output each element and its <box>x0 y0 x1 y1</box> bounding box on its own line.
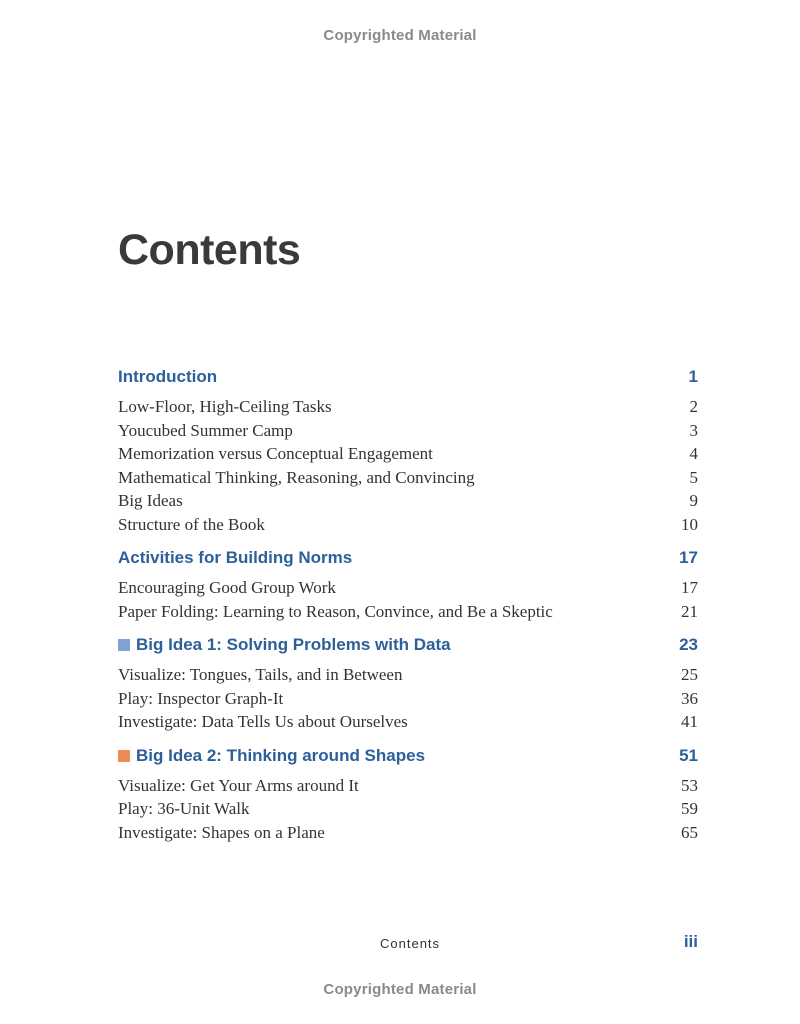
entry-page-number: 5 <box>689 467 698 487</box>
section-spacer <box>118 623 698 634</box>
toc-entry[interactable] <box>118 576 698 600</box>
entry-title: Low-Floor, High-Ceiling Tasks <box>118 397 332 416</box>
entry-page-number: 3 <box>689 420 698 440</box>
section-title: Big Idea 1: Solving Problems with Data <box>136 635 451 654</box>
square-marker-icon <box>118 750 130 762</box>
square-marker-icon <box>118 639 130 651</box>
entry-page-number: 21 <box>681 601 698 621</box>
entry-page-number: 17 <box>681 578 698 597</box>
entry-page-number: 41 <box>681 712 698 731</box>
toc-entry[interactable] <box>118 797 698 821</box>
entry-title: Memorization versus Conceptual Engagement <box>118 444 433 463</box>
entry-title: Paper Folding: Learning to Reason, Convince, and Be a Skeptic <box>118 601 553 621</box>
toc-entry[interactable] <box>118 513 698 537</box>
entry-title: Play: Inspector Graph-It <box>118 688 284 708</box>
entry-title: Visualize: Tongues, Tails, and in Between <box>118 665 403 684</box>
toc-section-heading[interactable] <box>118 547 698 569</box>
entry-title: Visualize: Get Your Arms around It <box>118 775 359 795</box>
copyright-watermark-top: Copyrighted Material <box>323 27 477 44</box>
entry-title: Play: 36-Unit Walk <box>118 799 250 818</box>
toc-entry[interactable] <box>118 466 698 490</box>
entry-title: Investigate: Shapes on a Plane <box>118 822 325 842</box>
toc-entry[interactable] <box>118 687 698 711</box>
page-title: Contents <box>118 226 301 274</box>
folio-page-number: iii <box>683 932 698 951</box>
toc-entry[interactable] <box>118 395 698 419</box>
section-spacer <box>118 536 698 547</box>
entry-title: Investigate: Data Tells Us about Ourselves <box>118 712 408 731</box>
running-footer-label: Contents <box>380 936 441 951</box>
entry-page-number: 10 <box>681 514 698 534</box>
entry-page-number: 2 <box>689 397 698 416</box>
toc-section-heading[interactable] <box>118 634 698 656</box>
entry-page-number: 36 <box>681 688 698 708</box>
entry-page-number: 9 <box>689 491 698 510</box>
section-page-number: 23 <box>679 635 698 654</box>
toc-entry[interactable] <box>118 663 698 687</box>
table-of-contents <box>118 366 698 844</box>
section-page-number: 1 <box>688 367 698 386</box>
toc-entry[interactable] <box>118 489 698 513</box>
toc-section-heading[interactable] <box>118 366 698 388</box>
toc-entry[interactable] <box>118 442 698 466</box>
toc-section-heading[interactable] <box>118 745 698 767</box>
toc-entry[interactable] <box>118 419 698 443</box>
section-title: Introduction <box>118 367 218 386</box>
copyright-watermark-bottom: Copyrighted Material <box>323 981 477 998</box>
section-spacer <box>118 734 698 745</box>
entry-page-number: 4 <box>689 444 698 463</box>
toc-entry[interactable] <box>118 600 698 624</box>
entry-title: Youcubed Summer Camp <box>118 420 293 440</box>
section-title: Activities for Building Norms <box>118 548 353 567</box>
section-page-number: 51 <box>679 745 698 765</box>
section-title: Big Idea 2: Thinking around Shapes <box>136 745 426 765</box>
entry-page-number: 59 <box>681 799 698 818</box>
toc-entry[interactable] <box>118 821 698 845</box>
toc-entry[interactable] <box>118 774 698 798</box>
entry-title: Structure of the Book <box>118 514 265 534</box>
entry-title: Encouraging Good Group Work <box>118 578 336 597</box>
entry-title: Mathematical Thinking, Reasoning, and Convincing <box>118 467 475 487</box>
section-page-number: 17 <box>679 548 698 567</box>
entry-page-number: 65 <box>681 822 698 842</box>
entry-page-number: 25 <box>681 665 698 684</box>
toc-entry[interactable] <box>118 710 698 734</box>
entry-page-number: 53 <box>681 775 698 795</box>
entry-title: Big Ideas <box>118 491 183 510</box>
